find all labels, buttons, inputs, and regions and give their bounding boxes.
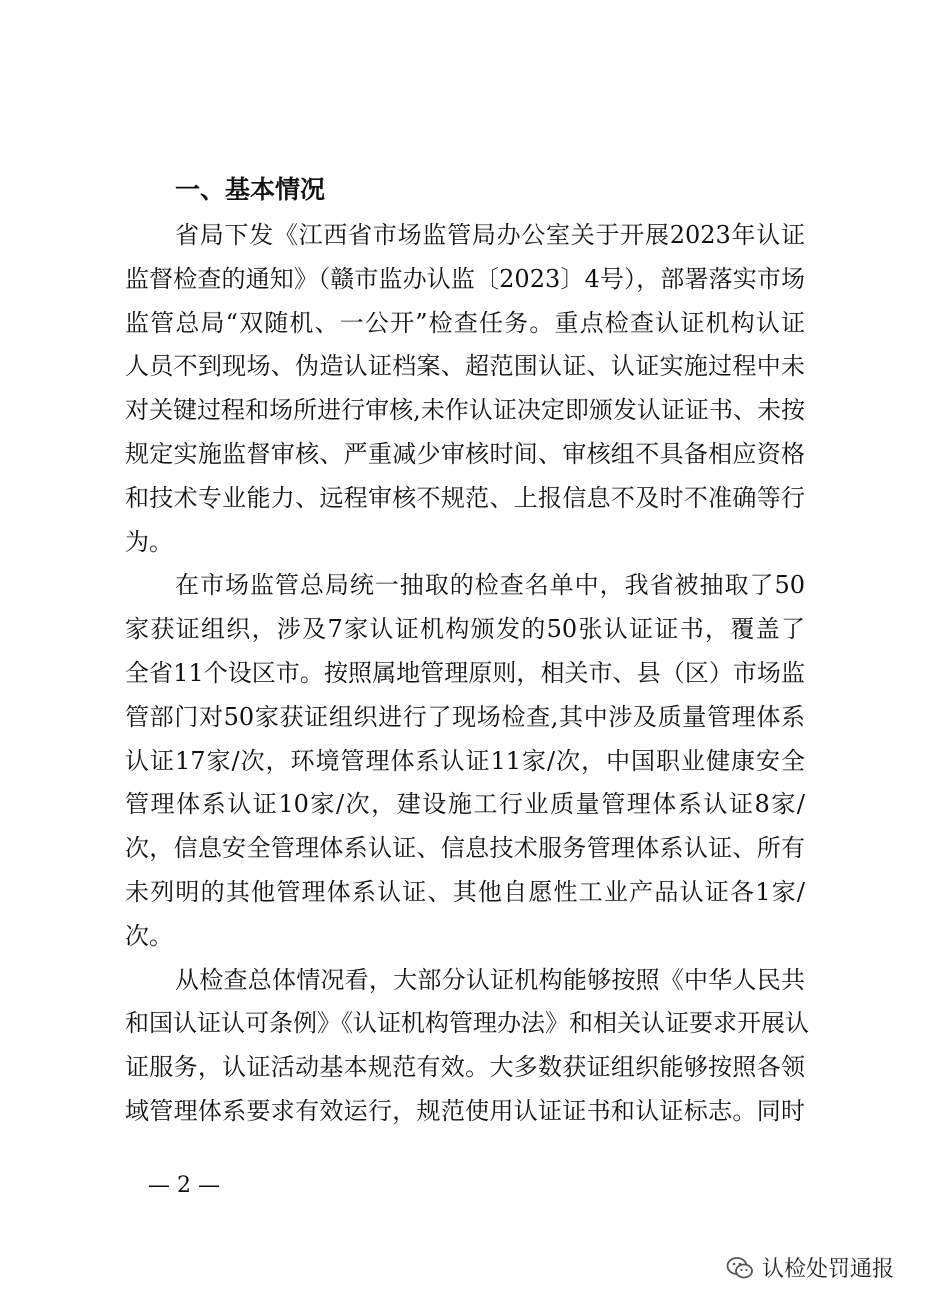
text-line: 未列明的其他管理体系认证、其他自愿性工业产品认证各1家/ bbox=[125, 877, 805, 906]
wechat-watermark bbox=[726, 1252, 894, 1283]
page-number: — 2 — bbox=[148, 1173, 220, 1198]
text-line: 管部门对50家获证组织进行了现场检查,其中涉及质量管理体系 bbox=[125, 702, 805, 731]
text-line: 次。 bbox=[125, 921, 173, 950]
paragraph-1 bbox=[125, 214, 805, 564]
body-text bbox=[125, 214, 809, 1134]
paragraph-2 bbox=[125, 564, 805, 958]
text-line: 域管理体系要求有效运行，规范使用认证证书和认证标志。同时 bbox=[125, 1096, 805, 1125]
text-line: 监管总局“双随机、一公开”检查任务。重点检查认证机构认证 bbox=[125, 308, 805, 337]
text-line: 规定实施监督审核、严重减少审核时间、审核组不具备相应资格 bbox=[125, 439, 805, 468]
text-line: 家获证组织，涉及7家认证机构颁发的50张认证证书，覆盖了 bbox=[125, 615, 805, 644]
wechat-icon bbox=[726, 1256, 754, 1280]
text-line: 全省11个设区市。按照属地管理原则，相关市、县（区）市场监 bbox=[125, 658, 805, 687]
text-line: 和国认证认可条例》《认证机构管理办法》和相关认证要求开展认 bbox=[125, 1009, 809, 1038]
text-line: 次，信息安全管理体系认证、信息技术服务管理体系认证、所有 bbox=[125, 834, 805, 863]
paragraph-3 bbox=[125, 959, 809, 1134]
text-line: 在市场监管总局统一抽取的检查名单中，我省被抽取了50 bbox=[175, 571, 805, 600]
text-line: 证服务，认证活动基本规范有效。大多数获证组织能够按照各领 bbox=[125, 1053, 805, 1082]
text-line: 对关键过程和场所进行审核,未作认证决定即颁发认证证书、未按 bbox=[125, 396, 805, 425]
text-line: 和技术专业能力、远程审核不规范、上报信息不及时不准确等行 bbox=[125, 483, 805, 512]
watermark-text: 认检处罚通报 bbox=[762, 1257, 895, 1282]
text-line: 从检查总体情况看，大部分认证机构能够按照《中华人民共 bbox=[175, 965, 805, 994]
text-line: 为。 bbox=[125, 527, 173, 556]
text-line: 省局下发《江西省市场监管局办公室关于开展2023年认证 bbox=[175, 221, 805, 249]
text-line: 认证17家/次，环境管理体系认证11家/次，中国职业健康安全 bbox=[125, 746, 805, 775]
text-line: 人员不到现场、伪造认证档案、超范围认证、认证实施过程中未 bbox=[125, 352, 805, 381]
text-line: 管理体系认证10家/次，建设施工行业质量管理体系认证8家/ bbox=[125, 790, 805, 819]
section-heading: 一、基本情况 bbox=[175, 175, 326, 204]
text-line: 监督检查的通知》（赣市监办认监〔2023〕4号），部署落实市场 bbox=[125, 264, 805, 293]
